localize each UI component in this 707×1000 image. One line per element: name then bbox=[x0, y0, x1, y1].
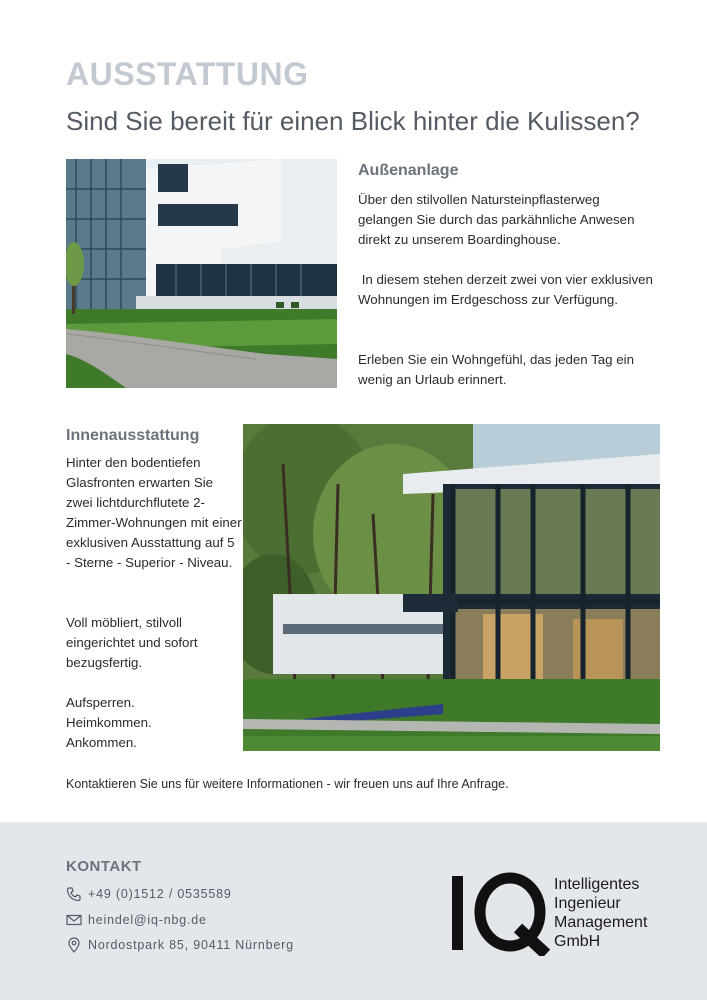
innenausstattung-tagline: Aufsperren. Heimkommen. Ankommen. bbox=[66, 695, 152, 750]
mail-icon bbox=[66, 912, 82, 928]
section-heading-innenausstattung: Innenausstattung bbox=[66, 427, 200, 444]
iq-logo-mark bbox=[446, 870, 550, 956]
company-name-line: Management bbox=[554, 914, 648, 931]
exterior-building-photo bbox=[66, 159, 337, 388]
location-pin-icon bbox=[66, 937, 82, 953]
aussenanlage-paragraph: In diesem stehen derzeit zwei von vier exklusiven Wohnungen im Erdgeschoss zur Verfügung. bbox=[358, 272, 657, 307]
company-name bbox=[554, 875, 647, 951]
aussenanlage-paragraph: Erleben Sie ein Wohngefühl, das jeden Tag ein wenig an Urlaub erinnert. bbox=[358, 352, 634, 387]
contact-phone[interactable] bbox=[66, 886, 232, 902]
phone-icon bbox=[66, 886, 82, 902]
company-name-line: GmbH bbox=[554, 933, 601, 950]
company-name-line: Intelligentes bbox=[554, 876, 640, 893]
iq-logo bbox=[446, 870, 676, 960]
contact-invitation-text: Kontaktieren Sie uns für weitere Informationen - wir freuen uns auf Ihre Anfrage. bbox=[66, 777, 509, 791]
email-address: heindel@iq-nbg.de bbox=[88, 913, 207, 927]
aussenanlage-paragraph: Über den stilvollen Natursteinpflasterweg gelangen Sie durch das parkähnliche Anwesen direkt zu unserem Boardinghouse. bbox=[358, 192, 635, 247]
page-title: AUSSTATTUNG bbox=[66, 56, 309, 92]
page-subtitle: Sind Sie bereit für einen Blick hinter die Kulissen? bbox=[66, 106, 640, 136]
section-heading-aussenanlage: Außenanlage bbox=[358, 162, 459, 179]
contact-email[interactable] bbox=[66, 912, 207, 928]
innenausstattung-paragraph: Hinter den bodentiefen Glasfronten erwarten Sie zwei lichtdurchflutete 2-Zimmer-Wohnungen mit einer exklusiven Ausstattung auf 5 - Sterne - Superior - Niveau. bbox=[66, 455, 242, 570]
postal-address: Nordostpark 85, 90411 Nürnberg bbox=[88, 938, 294, 952]
phone-number: +49 (0)1512 / 0535589 bbox=[88, 887, 232, 901]
contact-title: KONTAKT bbox=[66, 858, 142, 875]
glass-facade-photo bbox=[243, 424, 660, 751]
innenausstattung-paragraph: Voll möbliert, stilvoll eingerichtet und sofort bezugsfertig. bbox=[66, 615, 198, 670]
contact-address bbox=[66, 937, 294, 953]
company-name-line: Ingenieur bbox=[554, 895, 621, 912]
